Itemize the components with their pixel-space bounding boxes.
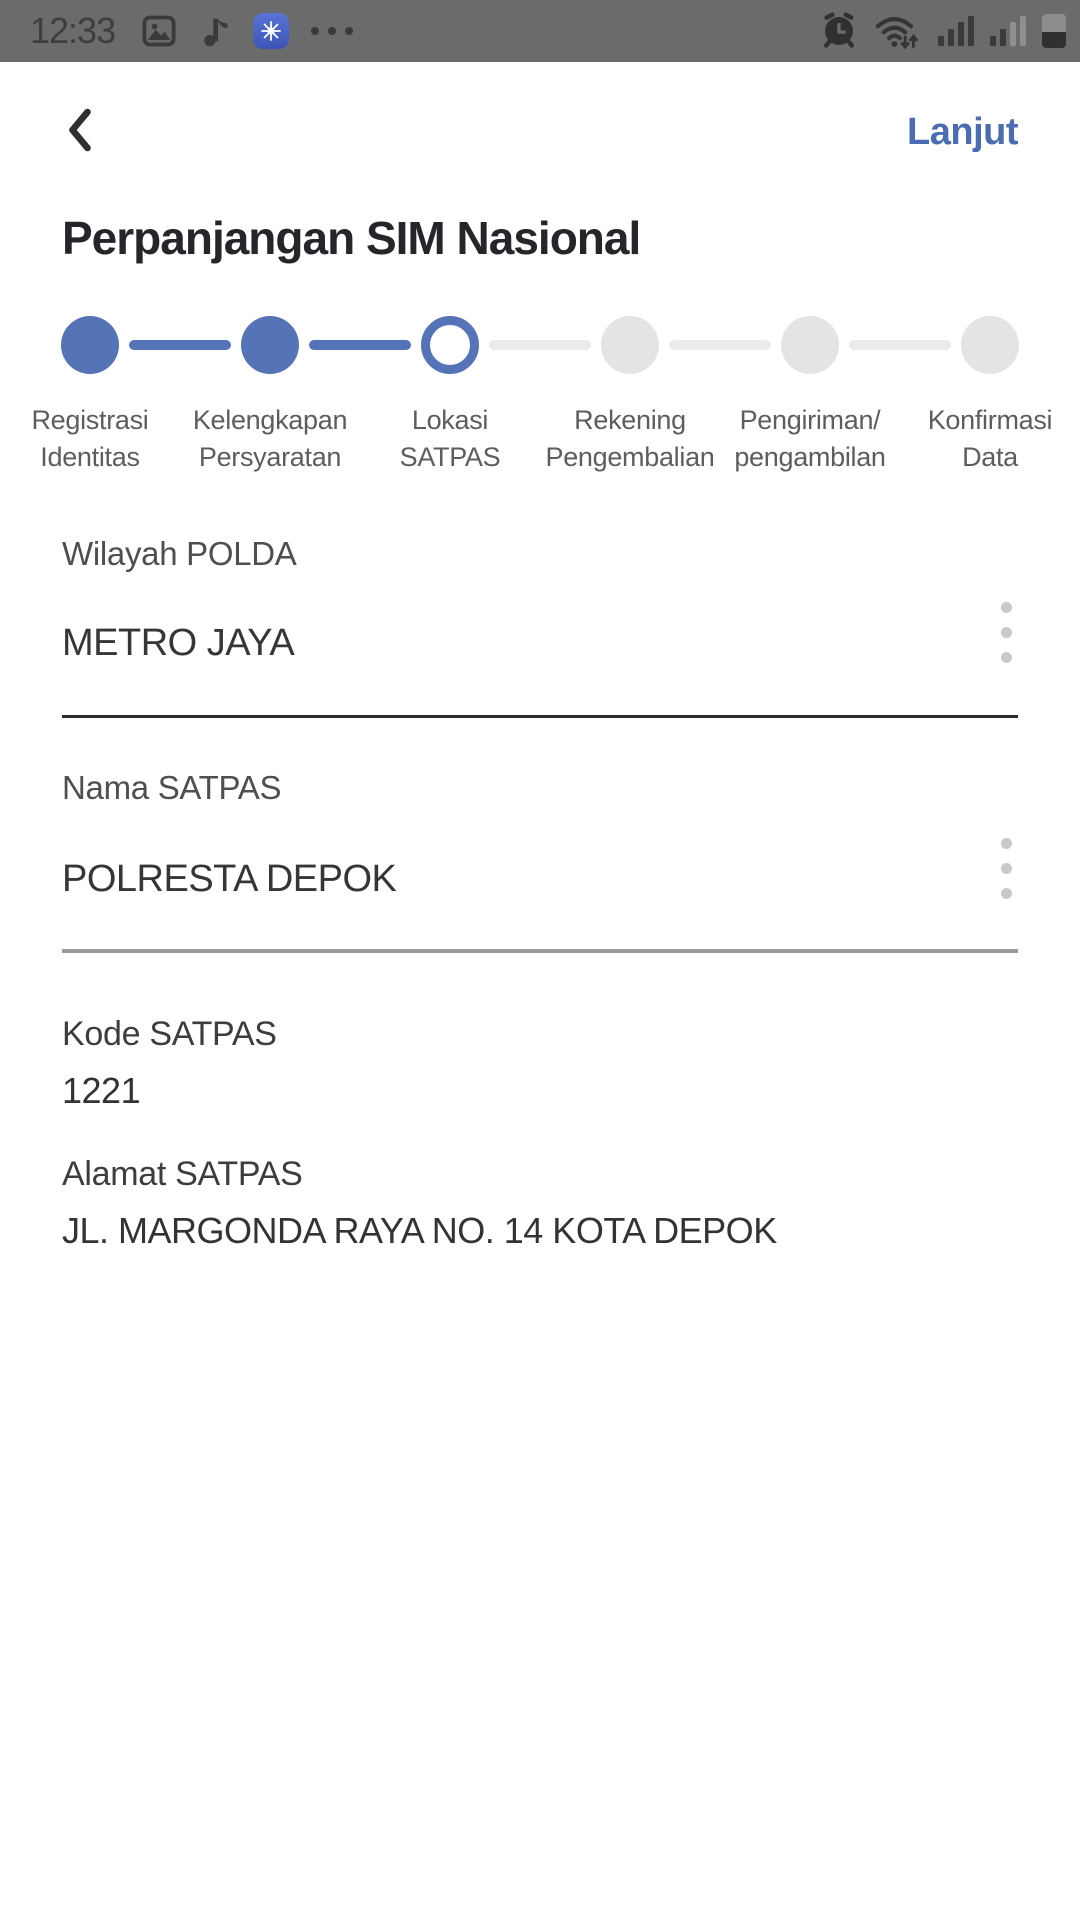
nama-satpas-value: POLRESTA DEPOK [62,857,397,900]
step-konfirmasi-data [900,314,1080,476]
korlantas-app-icon [253,13,289,49]
step-rekening-pengembalian [540,314,720,476]
step-connector [669,340,771,350]
step-label-line1: Lokasi [411,405,489,435]
step-dot-completed [61,316,119,374]
more-options-icon[interactable] [995,834,1018,903]
clock-time: 12:33 [30,10,116,51]
lanjut-button[interactable]: Lanjut [907,110,1018,153]
step-pengiriman-pengambilan [720,314,900,476]
status-bar [0,0,1080,62]
step-connector [489,340,591,350]
step-label-line2: pengambilan [734,442,886,472]
battery-icon [1042,14,1066,48]
more-options-icon[interactable] [995,598,1018,667]
chevron-left-icon [62,106,98,159]
step-dot-upcoming [961,316,1019,374]
nama-satpas-field[interactable] [62,768,1018,953]
alarm-clock-icon [820,12,858,50]
kode-satpas-value: 1221 [62,1070,141,1111]
step-label-line1: Kelengkapan [192,405,348,435]
step-label-line2: Data [962,442,1018,472]
gallery-icon [141,13,177,49]
field-underline [62,715,1018,718]
header [0,62,1080,202]
kode-satpas-field [62,1013,1018,1113]
step-dot-upcoming [601,316,659,374]
step-registrasi-identitas [0,314,180,476]
progress-stepper [0,314,1080,476]
step-dot-current [421,316,479,374]
signal-strength-secondary-icon [990,16,1026,46]
more-notifications-icon [311,27,353,35]
signal-strength-icon [938,16,974,46]
alamat-satpas-field [62,1153,1018,1253]
step-label-line1: Konfirmasi [927,405,1053,435]
kode-satpas-label: Kode SATPAS [62,1015,277,1053]
alamat-satpas-value: JL. MARGONDA RAYA NO. 14 KOTA DEPOK [62,1210,777,1251]
step-connector [129,340,231,350]
wilayah-polda-field[interactable] [62,534,1018,718]
step-label-line2: Identitas [40,442,140,472]
wilayah-polda-value: METRO JAYA [62,621,295,664]
step-dot-upcoming [781,316,839,374]
step-label-line2: Persyaratan [198,442,342,472]
step-label-line1: Rekening [574,405,686,435]
step-kelengkapan-persyaratan [180,314,360,476]
step-connector [309,340,411,350]
wifi-icon [874,12,922,50]
page-title: Perpanjangan SIM Nasional [62,212,641,264]
step-label-line2: Pengembalian [545,442,715,472]
nama-satpas-label: Nama SATPAS [62,769,282,806]
wilayah-polda-label: Wilayah POLDA [62,535,297,572]
step-label-line1: Pengiriman/ [739,405,881,435]
step-connector [849,340,951,350]
field-underline [62,949,1018,953]
satpas-form [0,534,1080,1253]
alamat-satpas-label: Alamat SATPAS [62,1155,303,1193]
step-lokasi-satpas [360,314,540,476]
step-label-line1: Registrasi [31,405,149,435]
step-label-line2: SATPAS [399,442,501,472]
step-dot-completed [241,316,299,374]
back-button[interactable] [62,106,98,159]
tiktok-icon [199,13,231,49]
